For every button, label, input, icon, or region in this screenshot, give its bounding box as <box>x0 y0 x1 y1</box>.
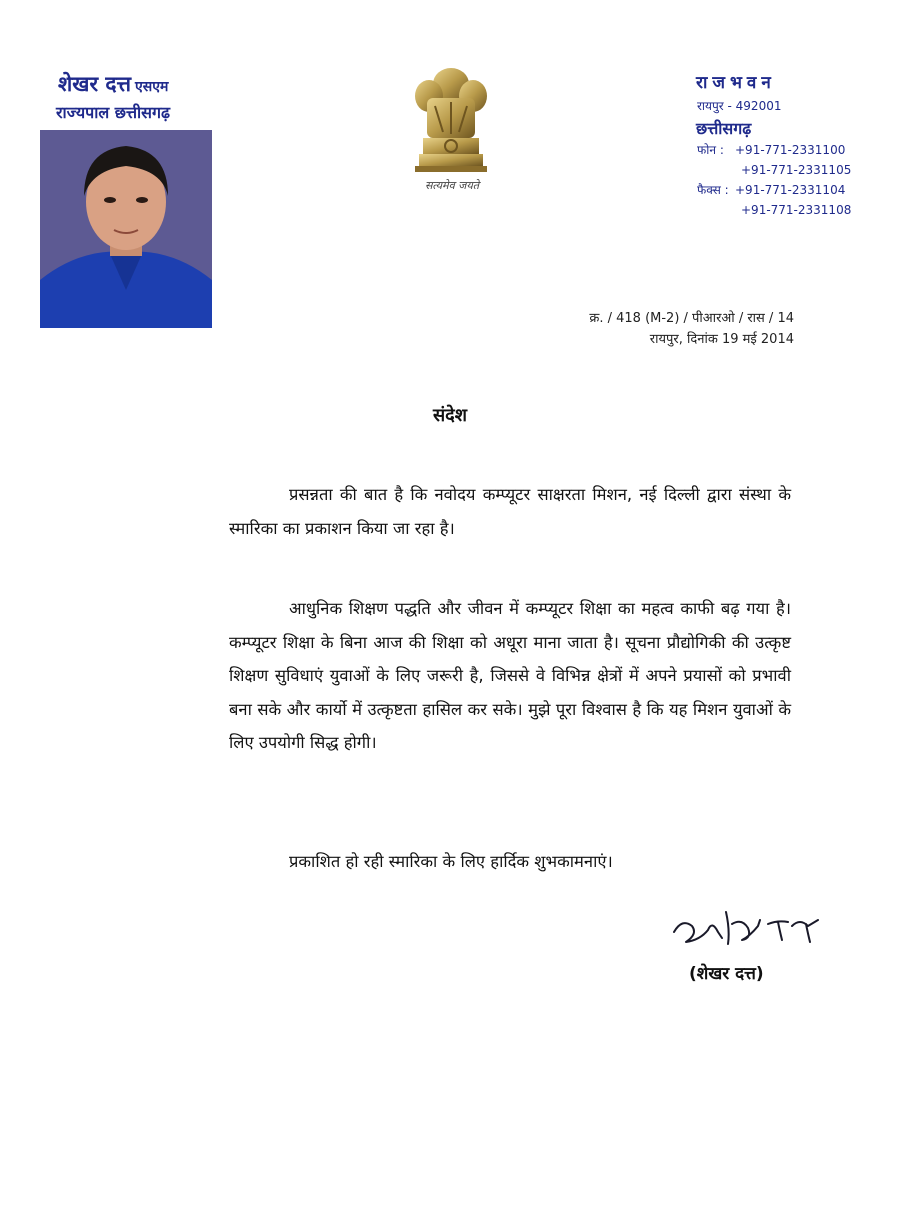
phone-number-2: +91-771-2331105 <box>741 163 852 177</box>
fax-number-1: +91-771-2331104 <box>735 183 846 197</box>
letter-heading: संदेश <box>433 405 467 426</box>
reference-block <box>534 308 794 350</box>
fax-label: फैक्स : <box>697 183 729 197</box>
office-name: राजभवन <box>696 73 776 93</box>
phone-number-1: +91-771-2331100 <box>735 143 846 157</box>
reference-number: क्र. / 418 (M-2) / पीआरओ / रास / 14 <box>589 311 794 326</box>
sender-title: राज्यपाल छत्तीसगढ़ <box>56 103 171 122</box>
national-emblem-icon <box>405 62 497 182</box>
fax-number-2: +91-771-2331108 <box>741 203 852 217</box>
sender-honorific: एसएम <box>135 79 169 95</box>
office-city: रायपुर - 492001 <box>697 99 782 113</box>
place-date: रायपुर, दिनांक 19 मई 2014 <box>649 332 794 347</box>
paragraph-1: प्रसन्नता की बात है कि नवोदय कम्प्यूटर साक्षरता मिशन, नई दिल्ली द्वारा संस्था के स्मारिका का प्रकाशन किया जा रहा है। <box>229 485 791 538</box>
fax-row-2 <box>697 200 877 220</box>
fax-row-1 <box>697 180 877 200</box>
sender-name <box>58 70 168 98</box>
contact-details <box>697 140 877 220</box>
governor-photo <box>40 130 212 328</box>
phone-row-1 <box>697 140 877 160</box>
handwritten-signature <box>668 890 828 960</box>
office-state: छत्तीसगढ़ <box>696 119 752 138</box>
sender-name-text: शेखर दत्त <box>58 72 132 96</box>
paragraph-3: प्रकाशित हो रही स्मारिका के लिए हार्दिक शुभकामनाएं। <box>289 852 613 871</box>
phone-row-2 <box>697 160 877 180</box>
paragraph-2: आधुनिक शिक्षण पद्धति और जीवन में कम्प्यूटर शिक्षा का महत्व काफी बढ़ गया है। कम्प्यूटर शिक्षा के बिना आज की शिक्षा को अधूरा माना जाता है। सूचना प्रौद्योगिकी की उत्कृष्ट शिक्षण सुविधाएं युवाओं के लिए जरूरी है, जिससे वे विभिन्न क्षेत्रों में अपने प्रयासों को प्रभावी बना सके और कार्यो में उत्कृष्टता हासिल कर सके। मुझे पूरा विश्वास है कि यह मिशन युवाओं के लिए उपयोगी सिद्ध होगी। <box>229 599 791 752</box>
emblem-motto: सत्यमेव जयते <box>424 179 479 192</box>
phone-label: फोन : <box>697 143 724 157</box>
signatory-name: (शेखर दत्त) <box>689 964 764 984</box>
